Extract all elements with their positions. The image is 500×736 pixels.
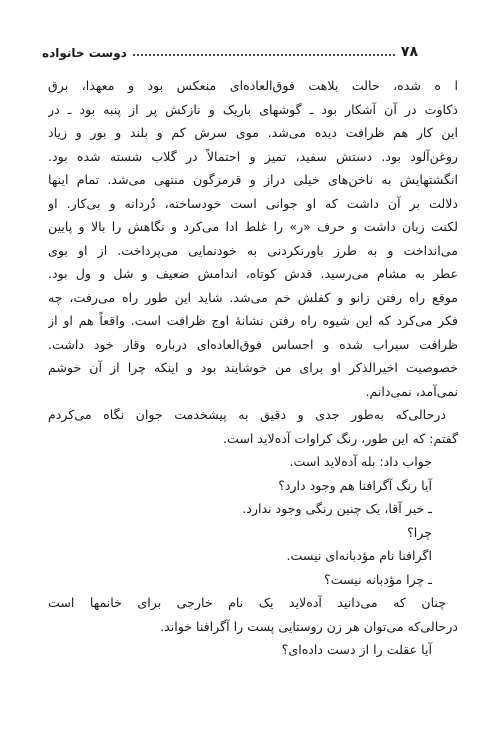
dialog-line: ـ خیر آقا، یک چنین رنگی وجود ندارد. xyxy=(242,501,432,516)
text-line: فکر می‌کرد که این شیوه راه رفتن نشانهٔ اوج ظرافت است. واقعاً هم او از xyxy=(48,313,458,328)
text-line: روغن‌آلود بود. دستش سفید، تمیز و احتمالاً در گلاب شسته شده بود. xyxy=(48,148,458,164)
dialog-line: آیا عقلت را از دست داده‌ای؟ xyxy=(281,642,432,657)
text-line: درحالی‌که به‌طور جدی و دقیق به پیشخدمت جوان نگاه می‌کردم xyxy=(48,407,446,422)
text-line: چنان که می‌دانید آده‌لاید یک نام خارجی برای خانمها است xyxy=(48,595,446,610)
text-line: ظرافت سیراب شده و احساس فوق‌العاده‌ای درباره وقار خود داشت. xyxy=(48,336,458,352)
page-number: ۷۸ xyxy=(400,44,418,60)
dialog-line: ـ چرا مؤدبانه نیست؟ xyxy=(324,571,432,587)
body-text xyxy=(48,74,458,662)
text-line: موقع راه رفتن زانو و کفلش خم می‌شد. شاید این طور راه می‌رفت، چه xyxy=(48,289,458,305)
text-line: خصوصیت اخیرالذکر او برای من خوشایند بود و اینکه چرا از آن خوشم xyxy=(48,360,458,375)
text-line: انگشتهایش به ناخن‌های خیلی دراز و قرمزگون منتهی می‌شد. تمام اینها xyxy=(48,172,458,187)
dialog-line: آیا رنگ آگرافنا هم وجود دارد؟ xyxy=(278,477,432,493)
leader-dots xyxy=(133,54,395,56)
dialog-line: جواب داد: بله آده‌لاید است. xyxy=(289,454,432,469)
page-header xyxy=(42,38,418,60)
text-line: گفتم: که این طور، رنگ کراوات آده‌لاید است. xyxy=(223,430,458,446)
text-line: دلالت بر آن داشت که او جوانی است خودساخته، دُردانه و بی‌کار. او xyxy=(48,195,458,211)
text-line: این کار هم ظرافت دیده می‌شد. موی سرش کم و بلند و بور و زیاد xyxy=(48,125,458,140)
text-line: درحالی‌که می‌توان هر زن روستایی پست را آگرافنا خواند. xyxy=(160,618,458,634)
text-line: ذکاوت در آن آشکار بود ـ گوشهای باریک و نازکش پر از پنبه بود ـ در xyxy=(48,101,458,117)
text-line: نمی‌آمد، نمی‌دانم. xyxy=(365,383,458,399)
text-line: می‌انداخت و به طرز باورنکردنی به خودنمایی می‌پرداخت. از او بوی xyxy=(48,242,458,258)
text-line: ا ه شده، حالت بلاهت فوق‌العاده‌ای منعکس بود و معهذا، برق xyxy=(48,78,458,93)
text-line: لکنت زبان داشت و حرف «ر» را غلط ادا می‌کرد و نگاهش را بالا و پایین xyxy=(48,219,458,234)
dialog-line: اگرافنا نام مؤدبانه‌ای نیست. xyxy=(286,548,432,563)
text-line: عطر به مشام می‌رسید. قدش کوتاه، اندامش ضعیف و شل و ول بود. xyxy=(48,266,458,281)
running-title: دوست خانواده xyxy=(42,46,127,60)
dialog-line: چرا؟ xyxy=(407,524,432,540)
